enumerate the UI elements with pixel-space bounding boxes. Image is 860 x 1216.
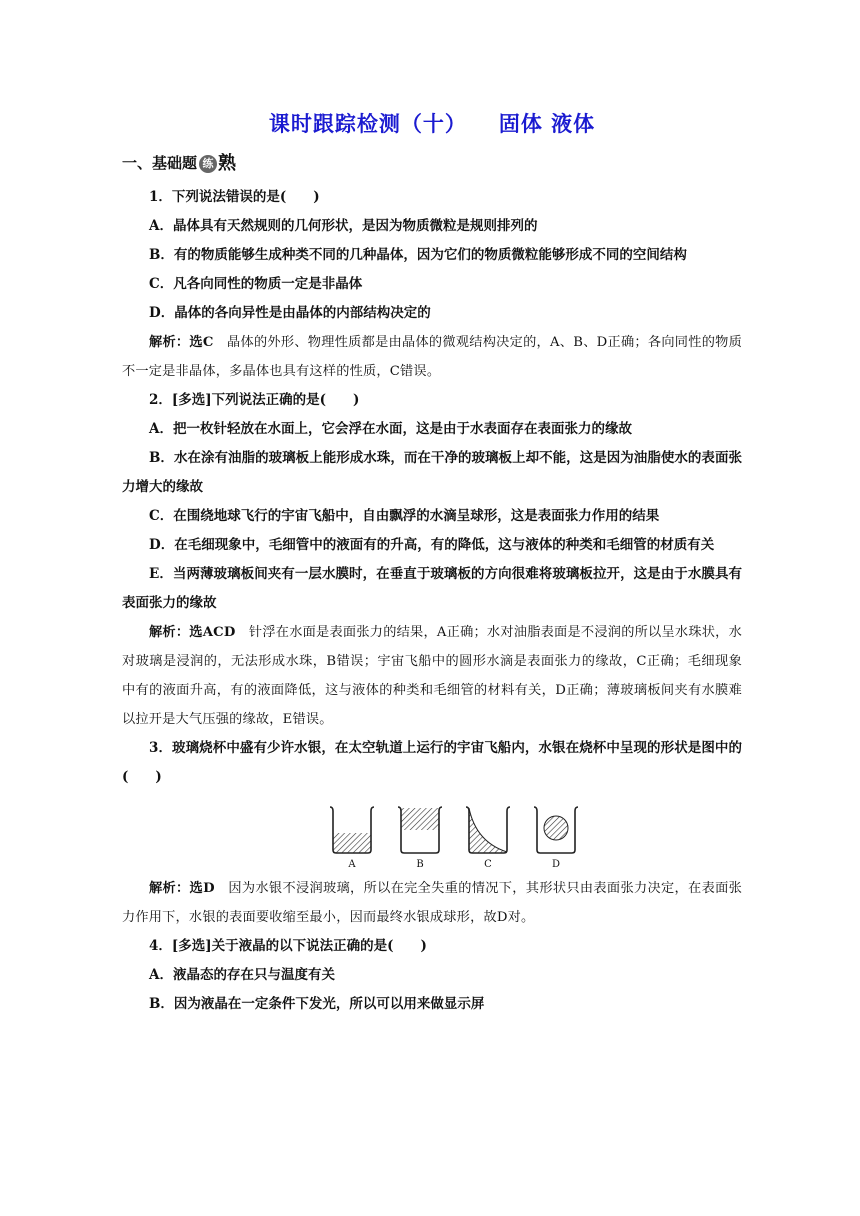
analysis-body: 针浮在水面是表面张力的结果，A正确；水对油脂表面是不浸润的所以呈水珠状，水对玻璃是浸润的，无法形成水珠，B错误；宇宙飞船中的圆形水滴是表面张力的缘故，C正确；毛细现象中有的液面升高，有的液面降低，这与液体的种类和毛细管的材料有关，D正确；薄玻璃板间夹有水膜难以拉开是大气压强的缘故，E错误。 [122,624,742,727]
question-4-option-b: B．因为液晶在一定条件下发光，所以可以用来做显示屏 [149,995,485,1012]
figure-label-d: D [551,858,561,870]
analysis-lead: 解析：选C [149,334,214,350]
question-4-stem: 4．[多选]关于液晶的以下说法正确的是( ) [149,937,427,954]
question-2-option-c: C．在围绕地球飞行的宇宙飞船中，自由飘浮的水滴呈球形，这是表面张力作用的结果 [149,507,660,524]
page [122,110,742,1019]
question-2-option-e: E．当两薄玻璃板间夹有一层水膜时，在垂直于玻璃板的方向很难将玻璃板拉开，这是由于水膜具有表面张力的缘故 [122,565,742,611]
question-2-analysis [122,618,742,734]
figure-label-b: B [416,858,424,870]
beaker-option-c [464,804,512,872]
figure-label-c: C [484,858,492,870]
beaker-option-d [532,804,580,872]
question-2-option-d: D．在毛细现象中，毛细管中的液面有的升高，有的降低，这与液体的种类和毛细管的材质有关 [149,536,715,553]
figure-label-a: A [348,858,356,870]
question-1-stem: 1．下列说法错误的是( ) [149,188,320,205]
beaker-figure [328,804,742,872]
section-label: 一、基础题 [122,154,198,172]
beaker-a-icon [328,804,376,856]
section-heading [122,152,742,175]
title-main: 课时跟踪检测（十） [268,112,467,136]
question-3-analysis [122,874,742,932]
question-2-option-a: A．把一枚针轻放在水面上，它会浮在水面，这是由于水表面存在表面张力的缘故 [149,420,632,437]
question-1-option-d: D．晶体的各向异性是由晶体的内部结构决定的 [149,304,431,321]
question-4-option-a: A．液晶态的存在只与温度有关 [149,966,335,983]
analysis-body: 因为水银不浸润玻璃，所以在完全失重的情况下，其形状只由表面张力决定，在表面张力作用下，水银的表面要收缩至最小，因而最终水银成球形，故D对。 [122,880,743,925]
practice-badge-icon: 练 [199,155,217,173]
section-badge-text: 熟 [218,152,237,174]
question-1-option-a: A．晶体具有天然规则的几何形状，是因为物质微粒是规则排列的 [149,217,538,234]
beaker-option-a [328,804,376,872]
question-1-option-b: B．有的物质能够生成种类不同的几种晶体，因为它们的物质微粒能够形成不同的空间结构 [149,246,687,263]
question-1-option-c: C．凡各向同性的物质一定是非晶体 [149,275,363,292]
beaker-option-b [396,804,444,872]
page-title [122,110,742,138]
beaker-d-icon [532,804,580,856]
question-3-stem: 3．玻璃烧杯中盛有少许水银，在太空轨道上运行的宇宙飞船内，水银在烧杯中呈现的形状是图中的( ) [122,739,742,785]
question-1-analysis [122,328,742,386]
analysis-lead: 解析：选D [149,880,215,896]
title-sub: 固体 液体 [498,112,596,136]
question-2-stem: 2．[多选]下列说法正确的是( ) [149,391,360,408]
question-2-option-b: B．水在涂有油脂的玻璃板上能形成水珠，而在干净的玻璃板上却不能，这是因为油脂使水的表面张力增大的缘故 [122,449,742,495]
beaker-b-icon [396,804,444,856]
analysis-body: 晶体的外形、物理性质都是由晶体的微观结构决定的，A、B、D正确；各向同性的物质不一定是非晶体，多晶体也具有这样的性质，C错误。 [122,334,742,379]
beaker-c-icon [464,804,512,856]
analysis-lead: 解析：选ACD [149,624,236,640]
